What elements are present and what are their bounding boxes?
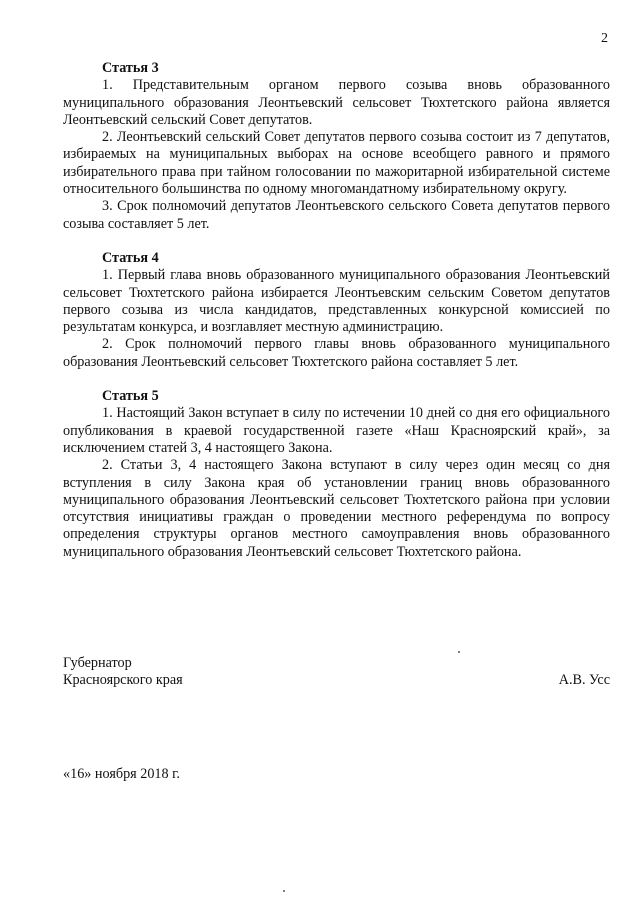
page-number: 2 xyxy=(601,31,608,46)
signatory-title-line2: Красноярского края xyxy=(63,672,183,689)
article-heading: Статья 4 xyxy=(102,249,159,266)
signing-date: «16» ноября 2018 г. xyxy=(63,766,180,782)
signature-block xyxy=(63,655,610,690)
scan-speck xyxy=(283,890,285,892)
article-5 xyxy=(63,388,610,561)
article-paragraph: 1. Представительным органом первого созыва вновь образованного муниципального образования Леонтьевский сельсовет Тюхтетского района является Леонтьевский сельский Совет депутатов. xyxy=(63,77,610,128)
article-heading: Статья 5 xyxy=(102,388,159,405)
article-paragraph: 1. Настоящий Закон вступает в силу по истечении 10 дней со дня его официального опубликования в краевой государственной газете «Наш Красноярский край», за исключением статей 3, 4 настоящего Закона. xyxy=(63,405,610,456)
article-3 xyxy=(63,60,610,233)
document-body xyxy=(63,60,610,561)
signatory-name: А.В. Усс xyxy=(558,672,610,689)
article-paragraph: 2. Леонтьевский сельский Совет депутатов первого созыва состоит из 7 депутатов, избираемых на муниципальных выборах на основе всеобщего равного и прямого избирательного права при тайном голосовании по мажоритарной избирательной системе относительного большинства по одному многомандатному избирательному округу. xyxy=(63,129,610,198)
article-paragraph: 2. Срок полномочий первого главы вновь образованного муниципального образования Леонтьевский сельсовет Тюхтетского района составляет 5 лет. xyxy=(63,336,610,370)
scan-speck xyxy=(458,651,460,653)
article-heading: Статья 3 xyxy=(102,60,159,76)
article-4 xyxy=(63,250,610,371)
article-paragraph: 2. Статьи 3, 4 настоящего Закона вступают в силу через один месяц со дня вступления в силу Закона края об установлении границ вновь образованного муниципального образования Леонтьевский сельсовет Тюхтетского района при условии отсутствия инициативы граждан о проведении местного референдума по вопросу определения структуры органов местного самоуправления вновь образованного муниципального образования Леонтьевский сельсовет Тюхтетского района. xyxy=(63,457,610,560)
article-paragraph: 1. Первый глава вновь образованного муниципального образования Леонтьевский сельсовет Тюхтетского района избирается Леонтьевским сельским Советом депутатов первого созыва из числа кандидатов, представленных конкурсной комиссией по результатам конкурса, и возглавляет местную администрацию. xyxy=(63,267,610,336)
signatory-title-line1: Губернатор xyxy=(63,655,132,671)
article-paragraph: 3. Срок полномочий депутатов Леонтьевского сельского Совета депутатов первого созыва составляет 5 лет. xyxy=(63,198,610,232)
